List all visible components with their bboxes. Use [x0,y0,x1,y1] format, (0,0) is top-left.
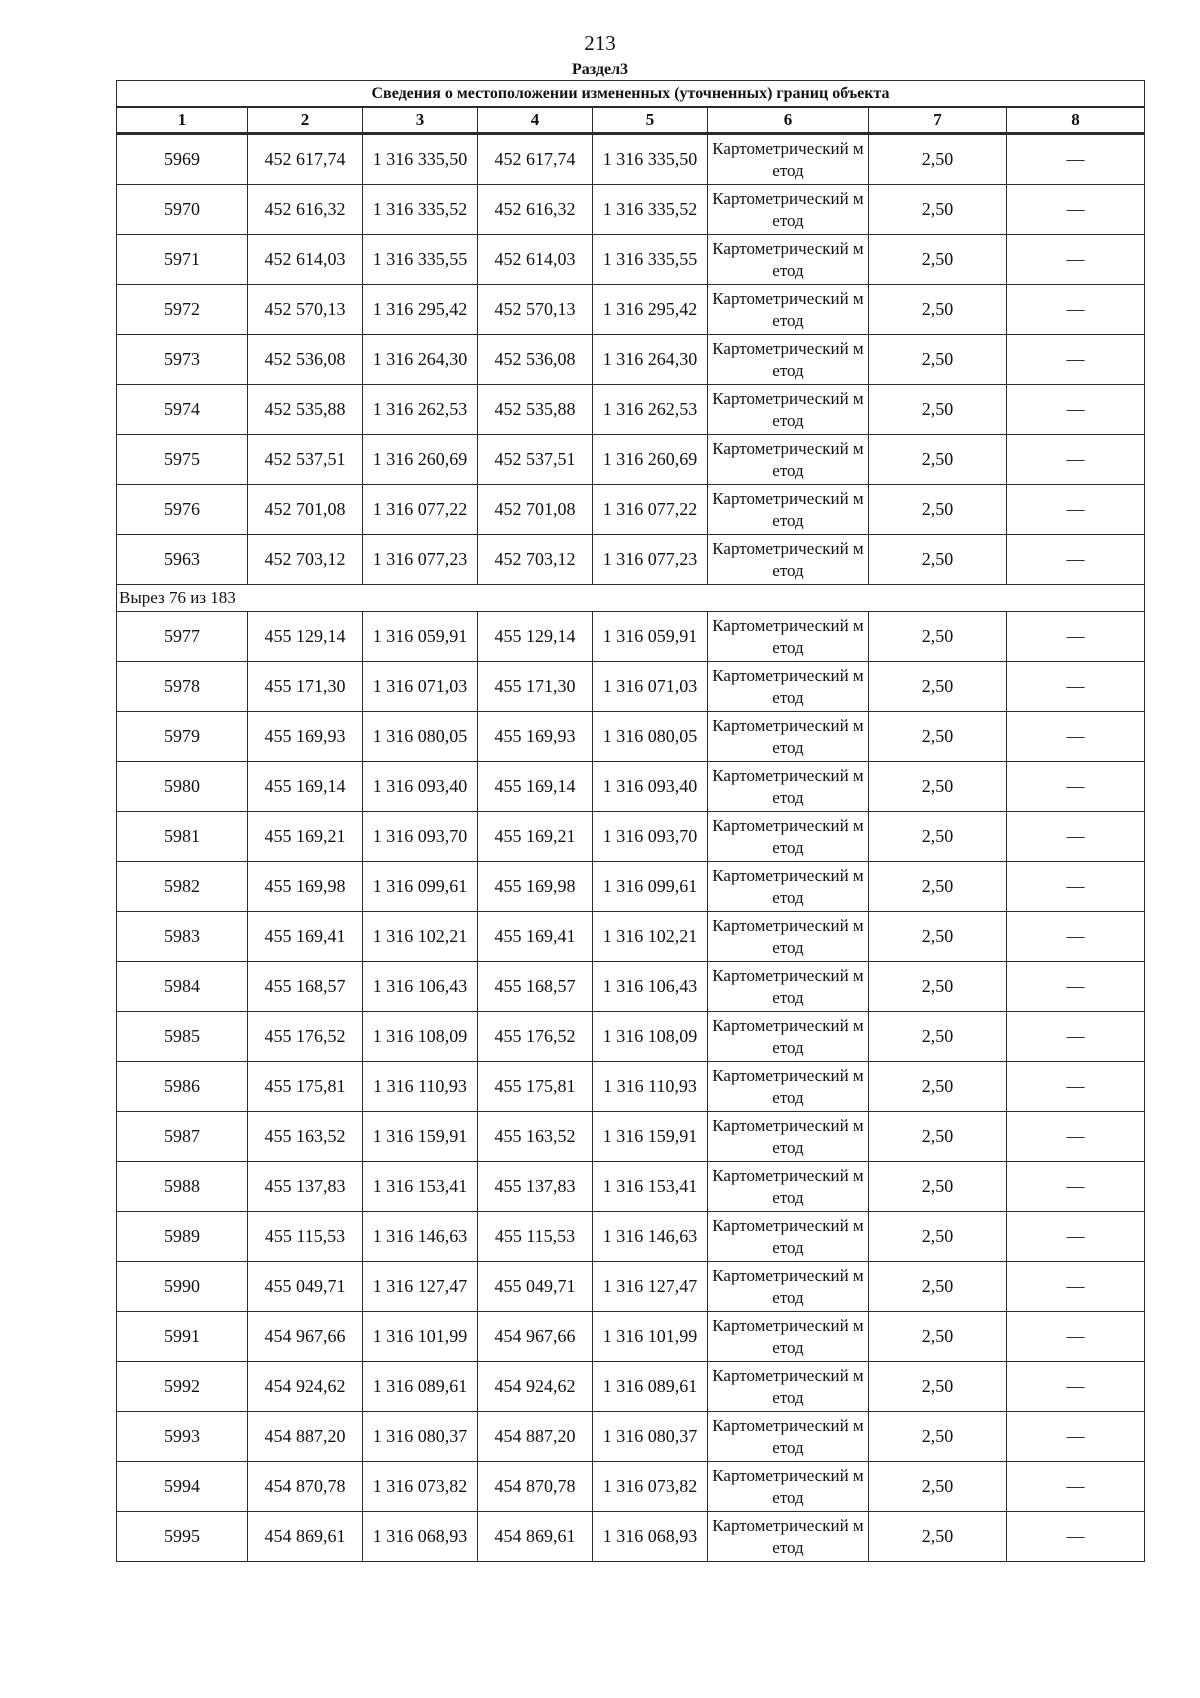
note-cell: — [1007,912,1145,962]
point-number-cell: 5992 [117,1362,248,1412]
new-x-cell: 452 614,03 [478,235,593,285]
existing-y-cell: 1 316 073,82 [363,1462,478,1512]
table-row [117,862,1145,912]
column-header-4: 4 [478,107,593,134]
note-cell: — [1007,1162,1145,1212]
new-y-cell: 1 316 110,93 [593,1062,708,1112]
table-row [117,1312,1145,1362]
existing-y-cell: 1 316 295,42 [363,285,478,335]
note-cell: — [1007,812,1145,862]
column-header-row [117,107,1145,134]
new-y-cell: 1 316 335,50 [593,134,708,185]
accuracy-cell: 2,50 [869,712,1007,762]
new-x-cell: 452 701,08 [478,485,593,535]
existing-y-cell: 1 316 101,99 [363,1312,478,1362]
new-y-cell: 1 316 089,61 [593,1362,708,1412]
note-cell: — [1007,762,1145,812]
point-number-cell: 5989 [117,1212,248,1262]
new-y-cell: 1 316 260,69 [593,435,708,485]
table-row [117,335,1145,385]
table-title-row [117,81,1145,108]
existing-y-cell: 1 316 146,63 [363,1212,478,1262]
new-y-cell: 1 316 102,21 [593,912,708,962]
method-cell: Картометрический метод [708,762,869,812]
new-y-cell: 1 316 335,55 [593,235,708,285]
accuracy-cell: 2,50 [869,1012,1007,1062]
method-cell: Картометрический метод [708,912,869,962]
note-cell: — [1007,285,1145,335]
new-y-cell: 1 316 099,61 [593,862,708,912]
existing-y-cell: 1 316 093,70 [363,812,478,862]
new-y-cell: 1 316 093,70 [593,812,708,862]
table-row [117,285,1145,335]
existing-x-cell: 455 169,93 [248,712,363,762]
method-cell: Картометрический метод [708,1112,869,1162]
existing-x-cell: 454 869,61 [248,1512,363,1562]
point-number-cell: 5985 [117,1012,248,1062]
point-number-cell: 5977 [117,612,248,662]
accuracy-cell: 2,50 [869,385,1007,435]
method-cell: Картометрический метод [708,1262,869,1312]
accuracy-cell: 2,50 [869,1162,1007,1212]
point-number-cell: 5994 [117,1462,248,1512]
accuracy-cell: 2,50 [869,812,1007,862]
accuracy-cell: 2,50 [869,1062,1007,1112]
existing-x-cell: 454 924,62 [248,1362,363,1412]
point-number-cell: 5988 [117,1162,248,1212]
method-cell: Картометрический метод [708,712,869,762]
column-header-6: 6 [708,107,869,134]
point-number-cell: 5969 [117,134,248,185]
table-row [117,535,1145,585]
new-y-cell: 1 316 264,30 [593,335,708,385]
method-cell: Картометрический метод [708,1312,869,1362]
method-cell: Картометрический метод [708,235,869,285]
accuracy-cell: 2,50 [869,1512,1007,1562]
new-y-cell: 1 316 108,09 [593,1012,708,1062]
table-row [117,1112,1145,1162]
method-cell: Картометрический метод [708,1162,869,1212]
new-x-cell: 454 924,62 [478,1362,593,1412]
existing-x-cell: 455 169,98 [248,862,363,912]
existing-x-cell: 455 163,52 [248,1112,363,1162]
existing-y-cell: 1 316 071,03 [363,662,478,712]
table-row [117,662,1145,712]
accuracy-cell: 2,50 [869,335,1007,385]
existing-y-cell: 1 316 077,23 [363,535,478,585]
existing-y-cell: 1 316 262,53 [363,385,478,435]
accuracy-cell: 2,50 [869,862,1007,912]
existing-y-cell: 1 316 102,21 [363,912,478,962]
note-cell: — [1007,1112,1145,1162]
existing-x-cell: 455 169,41 [248,912,363,962]
accuracy-cell: 2,50 [869,235,1007,285]
new-y-cell: 1 316 101,99 [593,1312,708,1362]
note-cell: — [1007,612,1145,662]
new-x-cell: 455 168,57 [478,962,593,1012]
existing-y-cell: 1 316 068,93 [363,1512,478,1562]
method-cell: Картометрический метод [708,285,869,335]
note-cell: — [1007,1012,1145,1062]
method-cell: Картометрический метод [708,385,869,435]
existing-x-cell: 454 870,78 [248,1462,363,1512]
point-number-cell: 5980 [117,762,248,812]
method-cell: Картометрический метод [708,185,869,235]
point-number-cell: 5990 [117,1262,248,1312]
method-cell: Картометрический метод [708,485,869,535]
accuracy-cell: 2,50 [869,1412,1007,1462]
table-row [117,1412,1145,1462]
method-cell: Картометрический метод [708,134,869,185]
note-cell: — [1007,235,1145,285]
note-cell: — [1007,1312,1145,1362]
accuracy-cell: 2,50 [869,285,1007,335]
cutout-label-row [117,585,1145,612]
existing-x-cell: 452 703,12 [248,535,363,585]
method-cell: Картометрический метод [708,435,869,485]
method-cell: Картометрический метод [708,812,869,862]
existing-y-cell: 1 316 108,09 [363,1012,478,1062]
cutout-label: Вырез 76 из 183 [117,585,1145,612]
table-row [117,1162,1145,1212]
new-y-cell: 1 316 080,37 [593,1412,708,1462]
point-number-cell: 5975 [117,435,248,485]
table-row [117,1262,1145,1312]
point-number-cell: 5995 [117,1512,248,1562]
new-y-cell: 1 316 106,43 [593,962,708,1012]
table-row [117,1212,1145,1262]
column-header-7: 7 [869,107,1007,134]
point-number-cell: 5974 [117,385,248,435]
column-header-2: 2 [248,107,363,134]
new-x-cell: 455 049,71 [478,1262,593,1312]
point-number-cell: 5986 [117,1062,248,1112]
existing-x-cell: 455 169,14 [248,762,363,812]
existing-y-cell: 1 316 335,55 [363,235,478,285]
existing-y-cell: 1 316 335,52 [363,185,478,235]
method-cell: Картометрический метод [708,535,869,585]
existing-y-cell: 1 316 080,05 [363,712,478,762]
note-cell: — [1007,535,1145,585]
accuracy-cell: 2,50 [869,435,1007,485]
method-cell: Картометрический метод [708,335,869,385]
new-x-cell: 452 616,32 [478,185,593,235]
point-number-cell: 5972 [117,285,248,335]
accuracy-cell: 2,50 [869,134,1007,185]
existing-y-cell: 1 316 059,91 [363,612,478,662]
new-x-cell: 452 535,88 [478,385,593,435]
accuracy-cell: 2,50 [869,1362,1007,1412]
new-y-cell: 1 316 093,40 [593,762,708,812]
point-number-cell: 5993 [117,1412,248,1462]
column-header-8: 8 [1007,107,1145,134]
existing-x-cell: 455 175,81 [248,1062,363,1112]
column-header-3: 3 [363,107,478,134]
section-title: Раздел3 [571,61,629,78]
note-cell: — [1007,1262,1145,1312]
new-x-cell: 455 176,52 [478,1012,593,1062]
new-x-cell: 455 175,81 [478,1062,593,1112]
new-y-cell: 1 316 146,63 [593,1212,708,1262]
accuracy-cell: 2,50 [869,185,1007,235]
note-cell: — [1007,335,1145,385]
accuracy-cell: 2,50 [869,1212,1007,1262]
table-row [117,612,1145,662]
existing-x-cell: 452 535,88 [248,385,363,435]
point-number-cell: 5983 [117,912,248,962]
note-cell: — [1007,712,1145,762]
table-row [117,912,1145,962]
new-x-cell: 455 129,14 [478,612,593,662]
existing-x-cell: 454 967,66 [248,1312,363,1362]
new-y-cell: 1 316 073,82 [593,1462,708,1512]
table-row [117,812,1145,862]
accuracy-cell: 2,50 [869,1262,1007,1312]
existing-y-cell: 1 316 335,50 [363,134,478,185]
new-x-cell: 455 171,30 [478,662,593,712]
new-x-cell: 452 570,13 [478,285,593,335]
new-x-cell: 452 617,74 [478,134,593,185]
note-cell: — [1007,1212,1145,1262]
existing-x-cell: 455 129,14 [248,612,363,662]
point-number-cell: 5973 [117,335,248,385]
point-number-cell: 5963 [117,535,248,585]
accuracy-cell: 2,50 [869,612,1007,662]
existing-x-cell: 452 537,51 [248,435,363,485]
existing-y-cell: 1 316 093,40 [363,762,478,812]
new-y-cell: 1 316 153,41 [593,1162,708,1212]
accuracy-cell: 2,50 [869,662,1007,712]
new-y-cell: 1 316 068,93 [593,1512,708,1562]
new-x-cell: 454 967,66 [478,1312,593,1362]
new-y-cell: 1 316 159,91 [593,1112,708,1162]
new-y-cell: 1 316 080,05 [593,712,708,762]
note-cell: — [1007,1412,1145,1462]
existing-x-cell: 452 616,32 [248,185,363,235]
table-row [117,1462,1145,1512]
existing-x-cell: 454 887,20 [248,1412,363,1462]
point-number-cell: 5970 [117,185,248,235]
note-cell: — [1007,185,1145,235]
new-x-cell: 455 169,21 [478,812,593,862]
note-cell: — [1007,385,1145,435]
method-cell: Картометрический метод [708,962,869,1012]
new-y-cell: 1 316 071,03 [593,662,708,712]
point-number-cell: 5971 [117,235,248,285]
existing-x-cell: 452 614,03 [248,235,363,285]
note-cell: — [1007,1062,1145,1112]
existing-x-cell: 455 168,57 [248,962,363,1012]
table-row [117,485,1145,535]
new-x-cell: 455 169,93 [478,712,593,762]
method-cell: Картометрический метод [708,1062,869,1112]
note-cell: — [1007,1362,1145,1412]
new-x-cell: 452 703,12 [478,535,593,585]
existing-x-cell: 452 701,08 [248,485,363,535]
new-y-cell: 1 316 295,42 [593,285,708,335]
accuracy-cell: 2,50 [869,962,1007,1012]
new-x-cell: 455 169,14 [478,762,593,812]
table-body [117,81,1145,1562]
existing-y-cell: 1 316 077,22 [363,485,478,535]
existing-y-cell: 1 316 260,69 [363,435,478,485]
existing-x-cell: 455 171,30 [248,662,363,712]
point-number-cell: 5981 [117,812,248,862]
table-row [117,712,1145,762]
accuracy-cell: 2,50 [869,1112,1007,1162]
note-cell: — [1007,1512,1145,1562]
existing-y-cell: 1 316 153,41 [363,1162,478,1212]
existing-y-cell: 1 316 127,47 [363,1262,478,1312]
existing-y-cell: 1 316 099,61 [363,862,478,912]
table-row [117,1062,1145,1112]
existing-x-cell: 452 536,08 [248,335,363,385]
new-y-cell: 1 316 077,22 [593,485,708,535]
existing-y-cell: 1 316 159,91 [363,1112,478,1162]
table-row [117,385,1145,435]
accuracy-cell: 2,50 [869,485,1007,535]
coordinates-table [116,80,1145,1562]
note-cell: — [1007,1462,1145,1512]
new-x-cell: 455 163,52 [478,1112,593,1162]
existing-x-cell: 452 570,13 [248,285,363,335]
existing-x-cell: 455 169,21 [248,812,363,862]
point-number-cell: 5984 [117,962,248,1012]
column-header-5: 5 [593,107,708,134]
method-cell: Картометрический метод [708,862,869,912]
point-number-cell: 5978 [117,662,248,712]
method-cell: Картометрический метод [708,1412,869,1462]
note-cell: — [1007,662,1145,712]
note-cell: — [1007,485,1145,535]
accuracy-cell: 2,50 [869,1462,1007,1512]
point-number-cell: 5987 [117,1112,248,1162]
point-number-cell: 5982 [117,862,248,912]
method-cell: Картометрический метод [708,1362,869,1412]
accuracy-cell: 2,50 [869,912,1007,962]
point-number-cell: 5991 [117,1312,248,1362]
method-cell: Картометрический метод [708,1462,869,1512]
new-x-cell: 455 137,83 [478,1162,593,1212]
table-row [117,435,1145,485]
table-row [117,1012,1145,1062]
table-row [117,762,1145,812]
existing-x-cell: 455 115,53 [248,1212,363,1262]
note-cell: — [1007,962,1145,1012]
new-y-cell: 1 316 127,47 [593,1262,708,1312]
new-x-cell: 454 869,61 [478,1512,593,1562]
point-number-cell: 5976 [117,485,248,535]
note-cell: — [1007,134,1145,185]
method-cell: Картометрический метод [708,1012,869,1062]
note-cell: — [1007,862,1145,912]
new-x-cell: 455 115,53 [478,1212,593,1262]
existing-x-cell: 455 176,52 [248,1012,363,1062]
new-y-cell: 1 316 077,23 [593,535,708,585]
point-number-cell: 5979 [117,712,248,762]
method-cell: Картометрический метод [708,662,869,712]
new-x-cell: 455 169,98 [478,862,593,912]
table-row [117,185,1145,235]
new-y-cell: 1 316 335,52 [593,185,708,235]
existing-y-cell: 1 316 080,37 [363,1412,478,1462]
table-row [117,1362,1145,1412]
note-cell: — [1007,435,1145,485]
existing-y-cell: 1 316 089,61 [363,1362,478,1412]
table-row [117,235,1145,285]
method-cell: Картометрический метод [708,612,869,662]
new-x-cell: 455 169,41 [478,912,593,962]
existing-y-cell: 1 316 106,43 [363,962,478,1012]
table-title: Сведения о местоположении измененных (уточненных) границ объекта [117,81,1145,108]
existing-x-cell: 455 049,71 [248,1262,363,1312]
existing-x-cell: 455 137,83 [248,1162,363,1212]
new-x-cell: 452 537,51 [478,435,593,485]
new-x-cell: 452 536,08 [478,335,593,385]
accuracy-cell: 2,50 [869,1312,1007,1362]
table-row [117,962,1145,1012]
table-row [117,1512,1145,1562]
existing-x-cell: 452 617,74 [248,134,363,185]
existing-y-cell: 1 316 264,30 [363,335,478,385]
existing-y-cell: 1 316 110,93 [363,1062,478,1112]
table-row [117,134,1145,185]
new-y-cell: 1 316 262,53 [593,385,708,435]
new-x-cell: 454 870,78 [478,1462,593,1512]
accuracy-cell: 2,50 [869,762,1007,812]
new-y-cell: 1 316 059,91 [593,612,708,662]
page-number: 213 [584,31,616,55]
column-header-1: 1 [117,107,248,134]
accuracy-cell: 2,50 [869,535,1007,585]
method-cell: Картометрический метод [708,1212,869,1262]
new-x-cell: 454 887,20 [478,1412,593,1462]
method-cell: Картометрический метод [708,1512,869,1562]
